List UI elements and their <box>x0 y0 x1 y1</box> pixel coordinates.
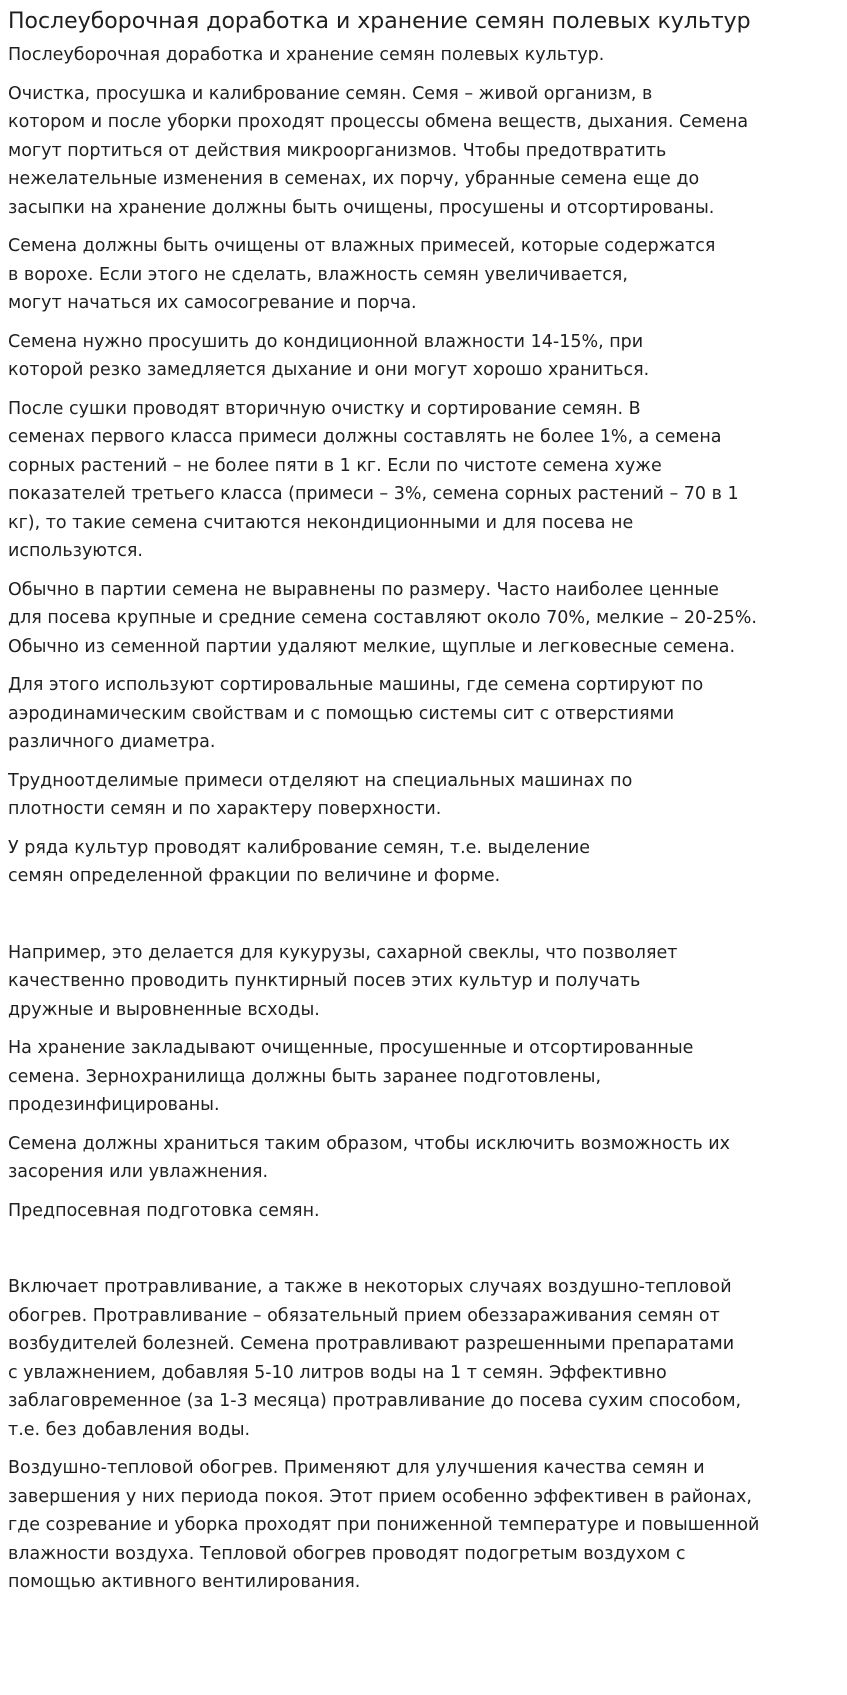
paragraph-line: котором и после уборки проходят процессы обмена веществ, дыхания. Семена <box>8 112 749 132</box>
paragraph-line: продезинфицированы. <box>8 1095 220 1115</box>
paragraph-line: семенах первого класса примеси должны составлять не более 1%, а семена <box>8 427 722 447</box>
paragraph-line: Очистка, просушка и калибрование семян. Семя – живой организм, в <box>8 83 653 104</box>
paragraph-line: Для этого используют сортировальные машины, где семена сортируют по <box>8 675 704 695</box>
paragraph-line: обогрев. Протравливание – обязательный прием обеззараживания семян от <box>8 1305 720 1326</box>
paragraph-line: помощью активного вентилирования. <box>8 1572 361 1592</box>
paragraph-line: возбудителей болезней. Семена протравливают разрешенными препаратами <box>8 1334 735 1354</box>
paragraph-line: в ворохе. Если этого не сделать, влажность семян увеличивается, <box>8 264 628 285</box>
paragraph-line: засыпки на хранение должны быть очищены, просушены и отсортированы. <box>8 197 715 218</box>
paragraph-line: семена. Зернохранилища должны быть заранее подготовлены, <box>8 1066 602 1087</box>
paragraph-line: могут портиться от действия микроорганизмов. Чтобы предотвратить <box>8 140 667 161</box>
paragraph-line: заблаговременное (за 1-3 месяца) протравливание до посева сухим способом, <box>8 1391 742 1411</box>
page-title: Послеуборочная доработка и хранение семян полевых культур <box>8 9 751 34</box>
paragraph <box>8 1273 839 1444</box>
paragraph-line: Послеуборочная доработка и хранение семян полевых культур. <box>8 45 605 65</box>
paragraph <box>8 1034 839 1120</box>
paragraph-line: засорения или увлажнения. <box>8 1162 269 1182</box>
paragraph-line: На хранение закладывают очищенные, просушенные и отсортированные <box>8 1038 694 1058</box>
paragraph-line: кг), то такие семена считаются некондиционными и для посева не <box>8 512 634 533</box>
paragraph-line: дружные и выровненные всходы. <box>8 999 320 1020</box>
paragraph-line: завершения у них периода покоя. Этот прием особенно эффективен в районах, <box>8 1486 752 1507</box>
paragraph-line: Семена должны быть очищены от влажных примесей, которые содержатся <box>8 236 716 256</box>
paragraph-line: для посева крупные и средние семена составляют около 70%, мелкие – 20-25%. <box>8 608 757 628</box>
paragraph-line: плотности семян и по характеру поверхности. <box>8 799 442 819</box>
paragraph-line: Трудноотделимые примеси отделяют на специальных машинах по <box>8 770 633 791</box>
paragraph-line: различного диаметра. <box>8 732 216 752</box>
paragraph <box>8 80 839 223</box>
paragraph-line: Семена нужно просушить до кондиционной влажности 14-15%, при <box>8 331 644 352</box>
paragraph-line: могут начаться их самосогревание и порча. <box>8 293 417 313</box>
paragraph-line: нежелательные изменения в семенах, их порчу, убранные семена еще до <box>8 169 700 189</box>
paragraph <box>8 232 839 318</box>
paragraph-line: Воздушно-тепловой обогрев. Применяют для улучшения качества семян и <box>8 1458 705 1478</box>
paragraph <box>8 1454 839 1597</box>
document-body <box>8 41 839 1597</box>
paragraph-line: т.е. без добавления воды. <box>8 1419 251 1440</box>
paragraph-line: качественно проводить пунктирный посев этих культур и получать <box>8 971 641 991</box>
paragraph <box>8 576 839 662</box>
paragraph-line: Предпосевная подготовка семян. <box>8 1200 320 1221</box>
paragraph-line: влажности воздуха. Тепловой обогрев проводят подогретым воздухом с <box>8 1543 686 1564</box>
paragraph-line: которой резко замедляется дыхание и они могут хорошо храниться. <box>8 360 650 380</box>
document-page <box>0 9 847 1597</box>
paragraph-line: где созревание и уборка проходят при пониженной температуре и повышенной <box>8 1515 760 1535</box>
paragraph <box>8 41 839 70</box>
paragraph-line: Обычно из семенной партии удаляют мелкие, щуплые и легковесные семена. <box>8 636 736 657</box>
paragraph-line: с увлажнением, добавляя 5-10 литров воды на 1 т семян. Эффективно <box>8 1362 667 1383</box>
paragraph-line: Семена должны храниться таким образом, чтобы исключить возможность их <box>8 1133 731 1154</box>
paragraph-line: После сушки проводят вторичную очистку и сортирование семян. В <box>8 398 641 419</box>
paragraph-line: У ряда культур проводят калибрование семян, т.е. выделение <box>8 837 591 858</box>
paragraph-line: используются. <box>8 541 143 561</box>
paragraph <box>8 671 839 757</box>
paragraph <box>8 328 839 385</box>
paragraph-line: семян определенной фракции по величине и форме. <box>8 866 501 886</box>
paragraph <box>8 939 839 1025</box>
paragraph-line: Обычно в партии семена не выравнены по размеру. Часто наиболее ценные <box>8 579 719 600</box>
paragraph-line: показателей третьего класса (примеси – 3%, семена сорных растений – 70 в 1 <box>8 484 739 504</box>
paragraph <box>8 1197 839 1226</box>
paragraph <box>8 395 839 566</box>
paragraph <box>8 767 839 824</box>
paragraph-line: Например, это делается для кукурузы, сахарной свеклы, что позволяет <box>8 942 678 963</box>
paragraph <box>8 834 839 891</box>
paragraph-line: сорных растений – не более пяти в 1 кг. Если по чистоте семена хуже <box>8 455 662 476</box>
paragraph <box>8 1130 839 1187</box>
paragraph-line: Включает протравливание, а также в некоторых случаях воздушно-тепловой <box>8 1277 732 1297</box>
paragraph-line: аэродинамическим свойствам и с помощью системы сит с отверстиями <box>8 703 675 724</box>
